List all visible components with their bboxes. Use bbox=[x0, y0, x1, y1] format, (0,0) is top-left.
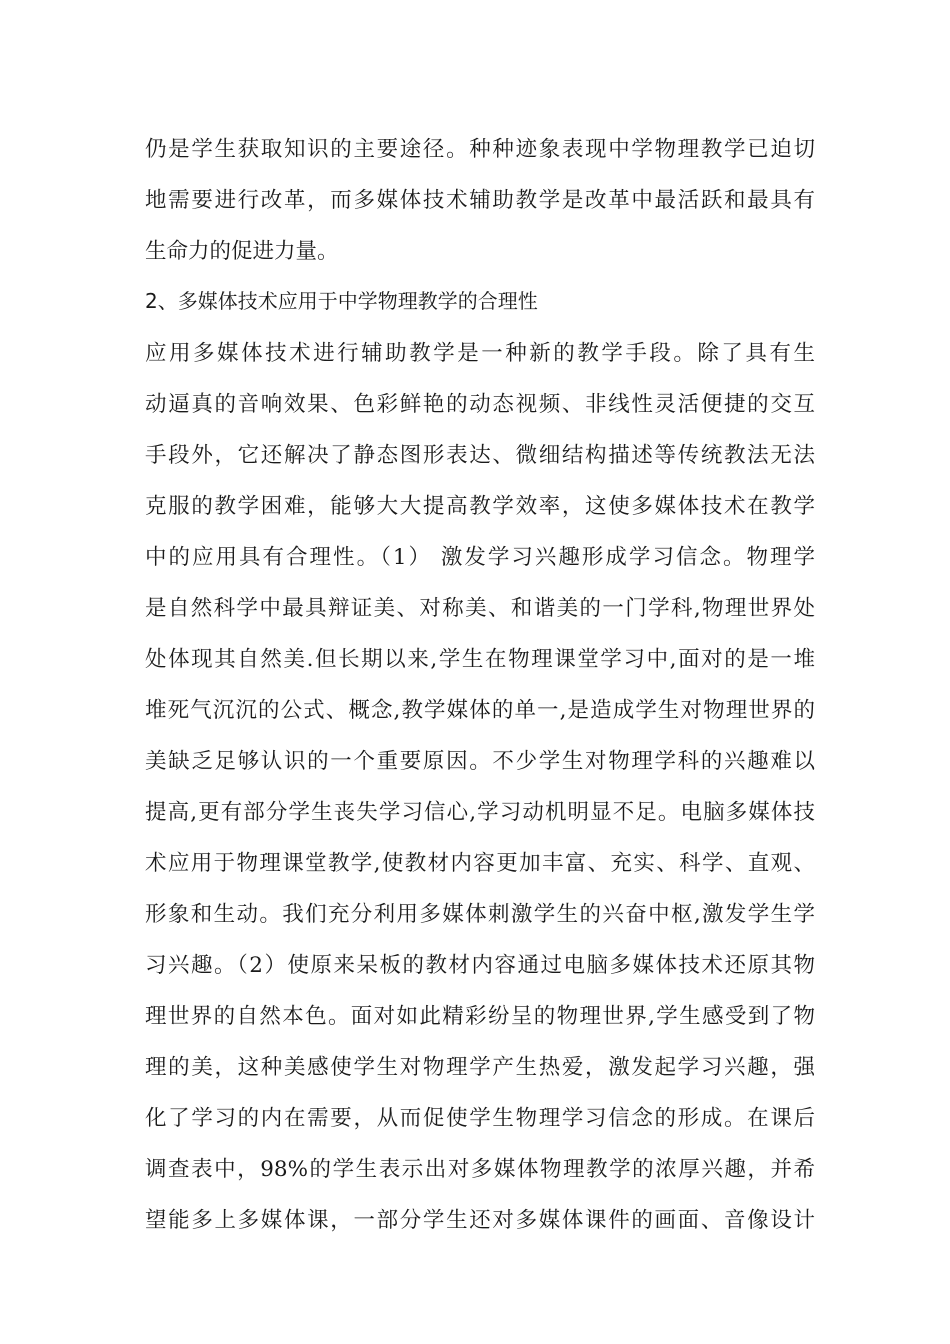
body-line-8: 堆死气沉沉的公式、概念,教学媒体的单一,是造成学生对物理世界的 bbox=[145, 698, 815, 723]
body-line-13: 习兴趣。（2）使原来呆板的教材内容通过电脑多媒体技术还原其物 bbox=[145, 953, 815, 978]
body-line-17: 调查表中，98%的学生表示出对多媒体物理教学的浓厚兴趣，并希 bbox=[145, 1157, 815, 1182]
body-line-11: 术应用于物理课堂教学,使教材内容更加丰富、充实、科学、直观、 bbox=[145, 851, 815, 876]
body-line-7: 处体现其自然美.但长期以来,学生在物理课堂学习中,面对的是一堆 bbox=[145, 647, 815, 672]
body-line-15: 理的美，这种美感使学生对物理学产生热爱，激发起学习兴趣，强 bbox=[145, 1055, 815, 1080]
body-line-5: 中的应用具有合理性。（1） 激发学习兴趣形成学习信念。物理学 bbox=[145, 545, 815, 570]
intro-line-2: 地需要进行改革，而多媒体技术辅助教学是改革中最活跃和最具有 bbox=[145, 188, 815, 213]
body-line-10: 提高,更有部分学生丧失学习信心,学习动机明显不足。电脑多媒体技 bbox=[145, 800, 815, 825]
intro-line-3: 生命力的促进力量。 bbox=[145, 239, 339, 264]
body-line-14: 理世界的自然本色。面对如此精彩纷呈的物理世界,学生感受到了物 bbox=[145, 1004, 815, 1029]
body-line-4: 克服的教学困难，能够大大提高教学效率，这使多媒体技术在教学 bbox=[145, 494, 815, 519]
body-line-18: 望能多上多媒体课，一部分学生还对多媒体课件的画面、音像设计 bbox=[145, 1208, 815, 1233]
body-line-16: 化了学习的内在需要，从而促使学生物理学习信念的形成。在课后 bbox=[145, 1106, 815, 1131]
section-heading: 2、多媒体技术应用于中学物理教学的合理性 bbox=[145, 289, 538, 313]
body-line-1: 应用多媒体技术进行辅助教学是一种新的教学手段。除了具有生 bbox=[145, 341, 815, 366]
body-line-12: 形象和生动。我们充分利用多媒体刺激学生的兴奋中枢,激发学生学 bbox=[145, 902, 815, 927]
body-line-6: 是自然科学中最具辩证美、对称美、和谐美的一门学科,物理世界处 bbox=[145, 596, 815, 621]
body-line-3: 手段外，它还解决了静态图形表达、微细结构描述等传统教法无法 bbox=[145, 443, 815, 468]
body-line-9: 美缺乏足够认识的一个重要原因。不少学生对物理学科的兴趣难以 bbox=[145, 749, 815, 774]
body-line-2: 动逼真的音响效果、色彩鲜艳的动态视频、非线性灵活便捷的交互 bbox=[145, 392, 815, 417]
intro-line-1: 仍是学生获取知识的主要途径。种种迹象表现中学物理教学已迫切 bbox=[145, 137, 815, 162]
